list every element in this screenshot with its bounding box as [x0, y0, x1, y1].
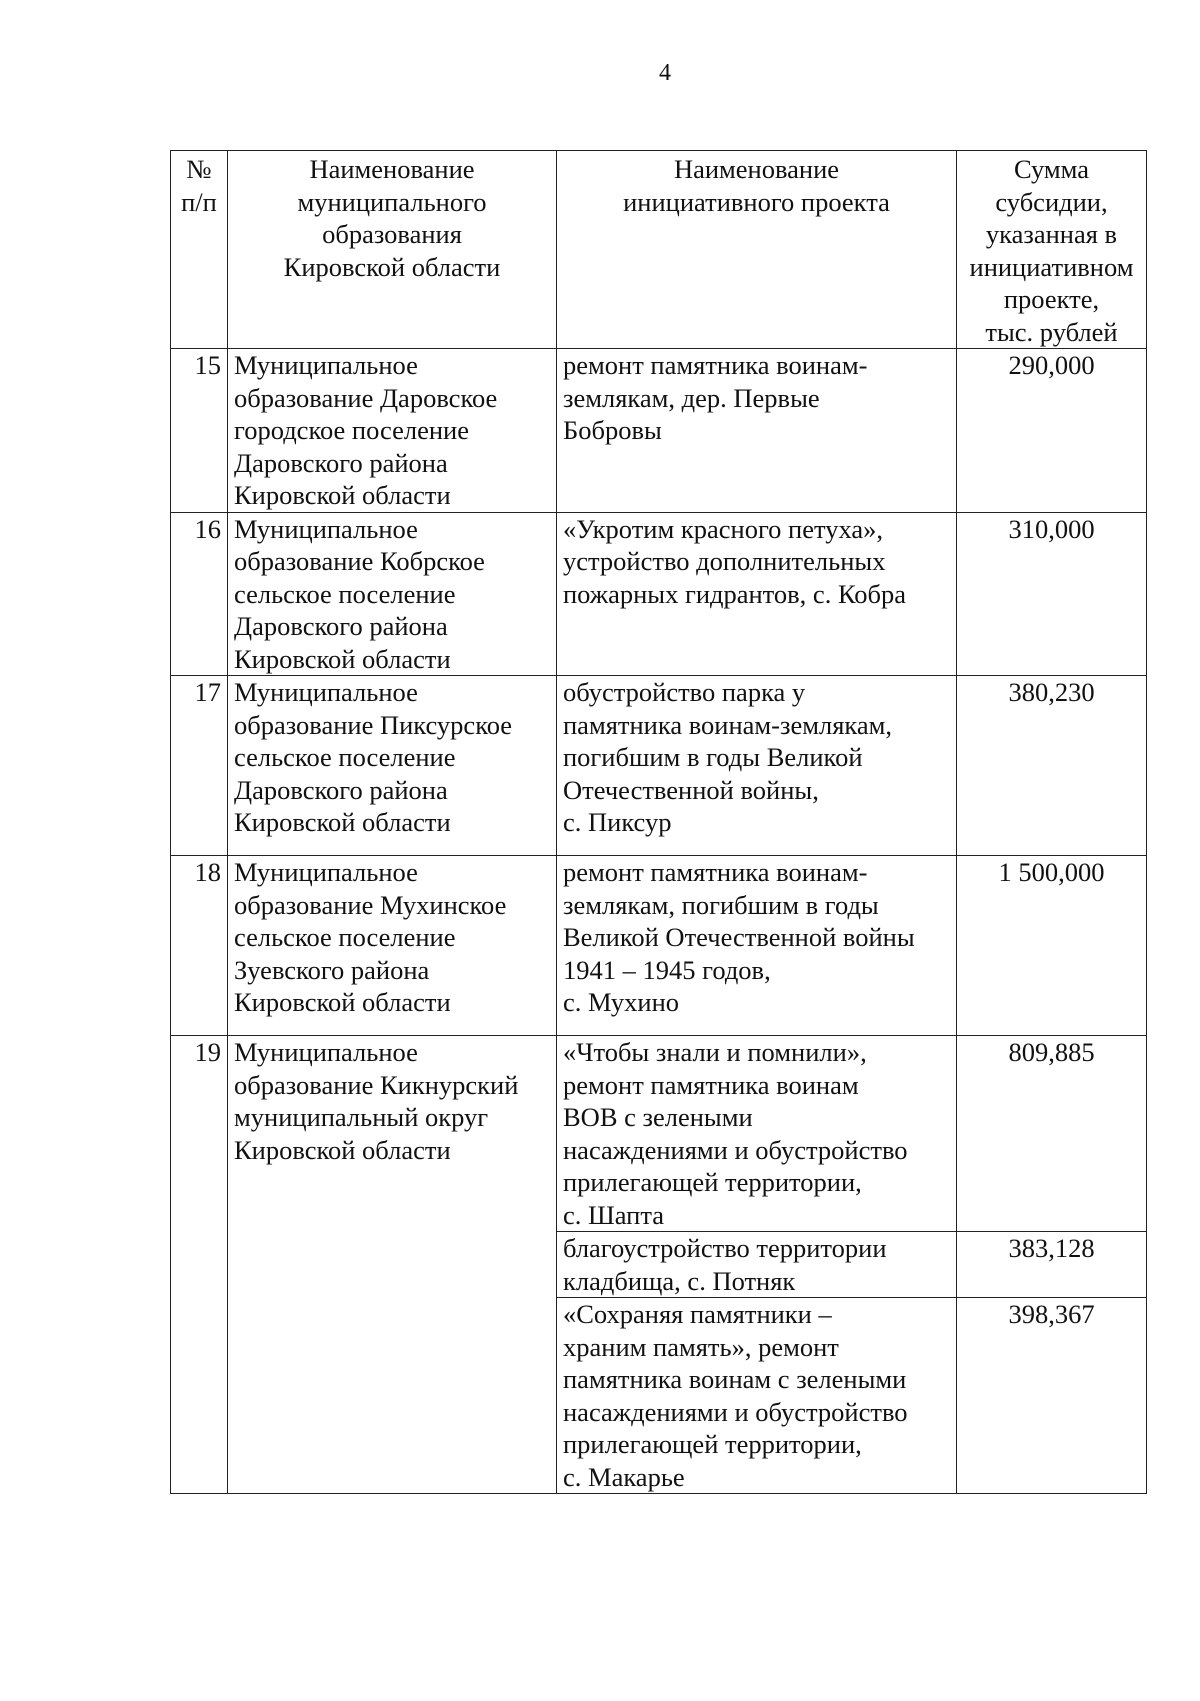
project-cell: обустройство парка у памятника воинам-землякам, погибшим в годы Великой Отечественной войны, с. Пиксур [557, 676, 957, 856]
municipality-cell: Муниципальное образование Кобрское сельское поселение Даровского района Кировской области [228, 512, 557, 676]
municipality-cell: Муниципальное образование Пиксурское сельское поселение Даровского района Кировской области [228, 676, 557, 856]
row-number: 16 [171, 512, 228, 676]
project-cell: «Чтобы знали и помнили», ремонт памятника воинам ВОВ с зелеными насаждениями и обустройство прилегающей территории, с. Шапта [557, 1036, 957, 1232]
project-cell: благоустройство территории кладбища, с. Потняк [557, 1232, 957, 1298]
table-row [171, 676, 1147, 856]
row-number: 19 [171, 1036, 228, 1494]
subsidy-amount: 809,885 [957, 1036, 1147, 1232]
subsidy-amount: 398,367 [957, 1298, 1147, 1494]
row-number: 15 [171, 349, 228, 513]
table-header-row [171, 151, 1147, 349]
table-row [171, 512, 1147, 676]
subsidy-amount: 290,000 [957, 349, 1147, 513]
header-sum: Сумма субсидии, указанная в инициативном проекте, тыс. рублей [957, 151, 1147, 349]
project-cell: «Укротим красного петуха», устройство дополнительных пожарных гидрантов, с. Кобра [557, 512, 957, 676]
project-cell: ремонт памятника воинам- землякам, дер. Первые Бобровы [557, 349, 957, 513]
header-municipality: Наименование муниципального образования Кировской области [228, 151, 557, 349]
table-row [171, 856, 1147, 1036]
subsidy-amount: 380,230 [957, 676, 1147, 856]
table-body [171, 349, 1147, 1494]
row-number: 17 [171, 676, 228, 856]
header-num: № п/п [171, 151, 228, 349]
row-number: 18 [171, 856, 228, 1036]
subsidy-amount: 1 500,000 [957, 856, 1147, 1036]
header-project: Наименование инициативного проекта [557, 151, 957, 349]
municipality-cell: Муниципальное образование Мухинское сельское поселение Зуевского района Кировской области [228, 856, 557, 1036]
municipality-cell: Муниципальное образование Даровское городское поселение Даровского района Кировской области [228, 349, 557, 513]
project-cell: ремонт памятника воинам- землякам, погибшим в годы Великой Отечественной войны 1941 – 1945 годов, с. Мухино [557, 856, 957, 1036]
table-row [171, 349, 1147, 513]
subsidy-table [170, 150, 1147, 1494]
project-cell: «Сохраняя памятники – храним память», ремонт памятника воинам с зелеными насаждениями и обустройство прилегающей территории, с. Макарье [557, 1298, 957, 1494]
page-number: 4 [659, 60, 671, 86]
table-row [171, 1036, 1147, 1232]
subsidy-amount: 310,000 [957, 512, 1147, 676]
municipality-cell: Муниципальное образование Кикнурский муниципальный округ Кировской области [228, 1036, 557, 1494]
subsidy-amount: 383,128 [957, 1232, 1147, 1298]
